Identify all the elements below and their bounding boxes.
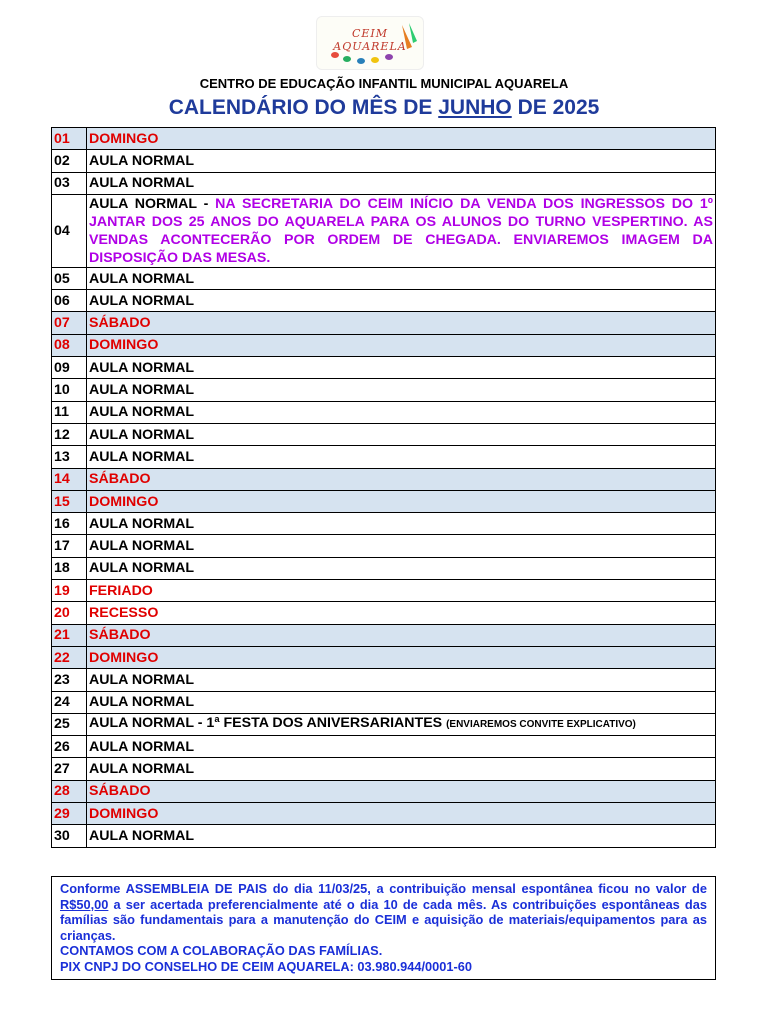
day-activity: AULA NORMAL xyxy=(89,270,195,287)
contribution-notice xyxy=(51,876,716,980)
contribution-amount: R$50,00 xyxy=(60,896,109,912)
day-activity: AULA NORMAL xyxy=(89,426,195,443)
day-description xyxy=(87,150,716,172)
day-number: 10 xyxy=(52,379,87,401)
calendar-row xyxy=(52,267,716,289)
day-description xyxy=(87,803,716,825)
day-activity: AULA NORMAL xyxy=(89,359,195,376)
day-activity: SÁBADO xyxy=(89,783,151,800)
day-activity: AULA NORMAL - xyxy=(89,195,216,212)
day-number: 18 xyxy=(52,557,87,579)
day-description xyxy=(87,825,716,847)
day-activity: AULA NORMAL xyxy=(89,175,195,192)
day-description xyxy=(87,580,716,602)
day-activity: AULA NORMAL xyxy=(89,560,195,577)
day-description xyxy=(87,646,716,668)
calendar-row xyxy=(52,758,716,780)
day-description xyxy=(87,713,716,735)
day-activity: AULA NORMAL xyxy=(89,761,195,778)
day-number: 30 xyxy=(52,825,87,847)
day-activity: AULA NORMAL xyxy=(89,382,195,399)
day-activity: DOMINGO xyxy=(89,130,159,147)
day-number: 16 xyxy=(52,513,87,535)
calendar-row xyxy=(52,713,716,735)
day-number: 21 xyxy=(52,624,87,646)
day-activity: AULA NORMAL xyxy=(89,448,195,465)
day-activity: SÁBADO xyxy=(89,627,151,644)
calendar-row xyxy=(52,646,716,668)
school-name: CENTRO DE EDUCAÇÃO INFANTIL MUNICIPAL AQUARELA xyxy=(199,76,569,91)
day-activity: SÁBADO xyxy=(89,471,151,488)
calendar-row xyxy=(52,334,716,356)
day-description xyxy=(87,468,716,490)
collaboration-note: CONTAMOS COM A COLABORAÇÃO DAS FAMÍLIAS. xyxy=(60,943,383,959)
calendar-row xyxy=(52,423,716,445)
day-number: 23 xyxy=(52,669,87,691)
day-number: 26 xyxy=(52,736,87,758)
day-activity: AULA NORMAL xyxy=(89,671,195,688)
day-number: 13 xyxy=(52,446,87,468)
calendar-row xyxy=(52,401,716,423)
day-description xyxy=(87,446,716,468)
day-description xyxy=(87,490,716,512)
day-description xyxy=(87,128,716,150)
day-description xyxy=(87,267,716,289)
day-number: 29 xyxy=(52,803,87,825)
day-description xyxy=(87,758,716,780)
day-activity: DOMINGO xyxy=(89,805,159,822)
day-activity: AULA NORMAL xyxy=(89,738,195,755)
notice-text-a: Conforme ASSEMBLEIA DE PAIS do dia 11/03/25, a contribuição mensal espontânea ficou no valor de xyxy=(60,881,707,896)
day-number: 24 xyxy=(52,691,87,713)
logo-text: CEIM AQUARELA xyxy=(333,27,407,53)
day-number: 11 xyxy=(52,401,87,423)
title-prefix: CALENDÁRIO DO MÊS DE xyxy=(168,96,433,119)
calendar-row xyxy=(52,513,716,535)
day-activity: AULA NORMAL xyxy=(89,404,195,421)
day-activity: AULA NORMAL - 1ª FESTA DOS ANIVERSARIANTES xyxy=(89,715,447,732)
notice-text-b: a ser acertada preferencialmente até o dia 10 de cada mês. As contribuições espontâneas das famílias são fundamentais para a manutenção do CEIM e aquisição de materiais/equipamentos para as crianças. xyxy=(60,896,707,943)
day-description xyxy=(87,357,716,379)
calendar-row xyxy=(52,669,716,691)
calendar-row xyxy=(52,490,716,512)
day-number: 06 xyxy=(52,290,87,312)
calendar-row xyxy=(52,736,716,758)
day-activity: AULA NORMAL xyxy=(89,827,195,844)
calendar-row xyxy=(52,624,716,646)
calendar-row xyxy=(52,468,716,490)
day-description xyxy=(87,194,716,267)
day-description xyxy=(87,290,716,312)
day-number: 17 xyxy=(52,535,87,557)
day-number: 27 xyxy=(52,758,87,780)
title-month: JUNHO xyxy=(438,96,512,119)
day-description xyxy=(87,513,716,535)
calendar-row xyxy=(52,312,716,334)
calendar-row xyxy=(52,128,716,150)
school-logo xyxy=(316,16,424,70)
calendar-row xyxy=(52,602,716,624)
calendar-row xyxy=(52,557,716,579)
day-number: 05 xyxy=(52,267,87,289)
day-number: 25 xyxy=(52,713,87,735)
day-description xyxy=(87,312,716,334)
day-activity: AULA NORMAL xyxy=(89,694,195,711)
calendar-row xyxy=(52,172,716,194)
day-number: 08 xyxy=(52,334,87,356)
calendar-row xyxy=(52,535,716,557)
title-suffix: DE 2025 xyxy=(517,96,600,119)
day-activity: AULA NORMAL xyxy=(89,292,195,309)
day-activity: RECESSO xyxy=(89,604,159,621)
day-number: 01 xyxy=(52,128,87,150)
calendar-row xyxy=(52,691,716,713)
day-activity: AULA NORMAL xyxy=(89,538,195,555)
day-activity: AULA NORMAL xyxy=(89,515,195,532)
day-number: 22 xyxy=(52,646,87,668)
day-activity: FERIADO xyxy=(89,582,153,599)
day-number: 07 xyxy=(52,312,87,334)
day-activity: SÁBADO xyxy=(89,315,151,332)
day-description xyxy=(87,602,716,624)
day-description xyxy=(87,334,716,356)
day-description xyxy=(87,379,716,401)
calendar-row xyxy=(52,580,716,602)
day-number: 04 xyxy=(52,194,87,267)
day-description xyxy=(87,557,716,579)
calendar-row xyxy=(52,150,716,172)
day-description xyxy=(87,401,716,423)
day-description xyxy=(87,172,716,194)
day-description xyxy=(87,535,716,557)
day-description xyxy=(87,691,716,713)
calendar-row xyxy=(52,825,716,847)
day-number: 20 xyxy=(52,602,87,624)
calendar-row xyxy=(52,446,716,468)
day-number: 19 xyxy=(52,580,87,602)
calendar-table xyxy=(51,127,716,848)
calendar-row xyxy=(52,379,716,401)
page-title xyxy=(0,96,768,120)
day-small-note: (ENVIAREMOS CONVITE EXPLICATIVO) xyxy=(446,719,636,731)
day-description xyxy=(87,624,716,646)
day-description xyxy=(87,669,716,691)
day-number: 09 xyxy=(52,357,87,379)
day-number: 03 xyxy=(52,172,87,194)
day-activity: AULA NORMAL xyxy=(89,152,195,169)
calendar-row xyxy=(52,194,716,267)
day-number: 28 xyxy=(52,780,87,802)
day-activity: DOMINGO xyxy=(89,337,159,354)
day-number: 14 xyxy=(52,468,87,490)
day-number: 15 xyxy=(52,490,87,512)
calendar-row xyxy=(52,357,716,379)
notice-paragraph xyxy=(60,881,707,943)
day-description xyxy=(87,780,716,802)
day-description xyxy=(87,423,716,445)
calendar-row xyxy=(52,780,716,802)
day-number: 12 xyxy=(52,423,87,445)
calendar-row xyxy=(52,803,716,825)
day-note: NA SECRETARIA DO CEIM INÍCIO DA VENDA DOS INGRESSOS DO 1º JANTAR DOS 25 ANOS DO AQUARELA PARA OS ALUNOS DO TURNO VESPERTINO. AS VENDAS ACONTECERÃO POR ORDEM DE CHEGADA. ENVIAREMOS IMAGEM DA DISPOSIÇÃO DAS MESAS. xyxy=(89,195,713,266)
day-description xyxy=(87,736,716,758)
day-number: 02 xyxy=(52,150,87,172)
pix-info: PIX CNPJ DO CONSELHO DE CEIM AQUARELA: 03.980.944/0001-60 xyxy=(60,958,472,974)
calendar-row xyxy=(52,290,716,312)
day-activity: DOMINGO xyxy=(89,649,159,666)
day-activity: DOMINGO xyxy=(89,493,159,510)
